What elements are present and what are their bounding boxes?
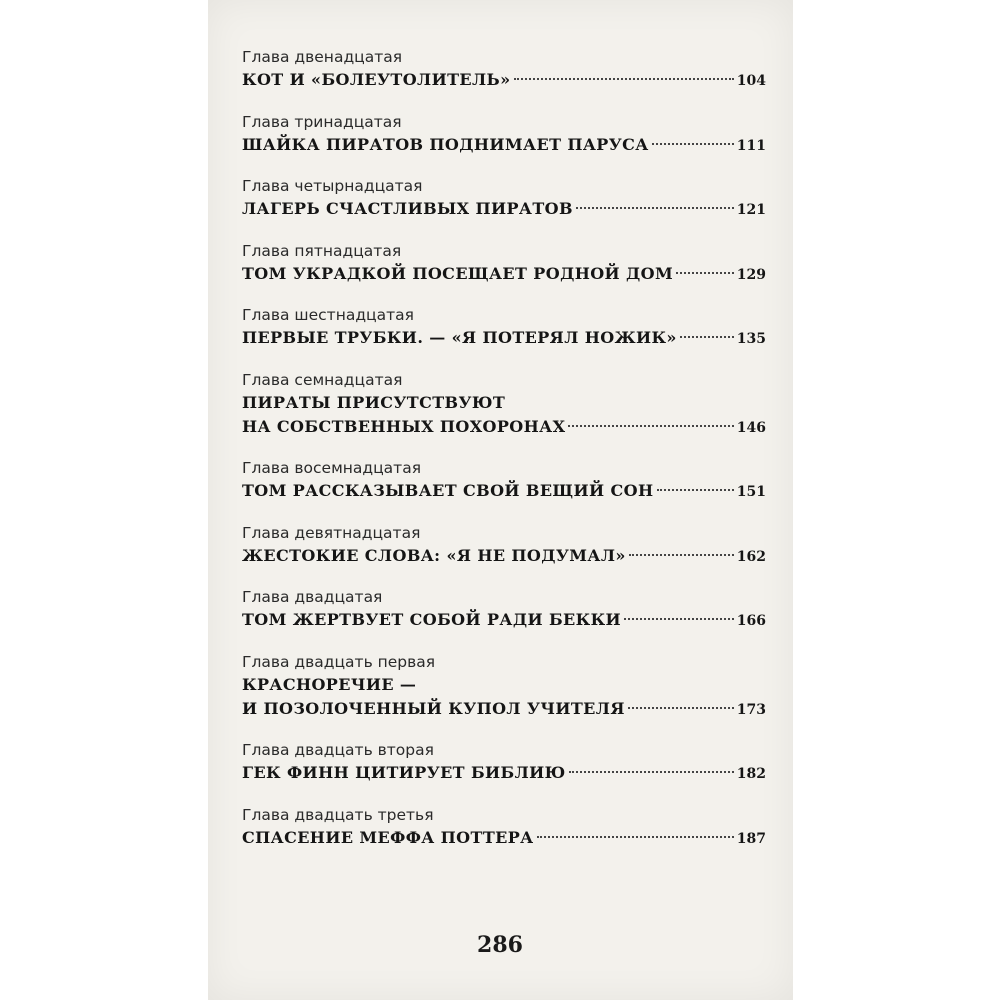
chapter-label: Глава шестнадцатая bbox=[242, 306, 414, 324]
chapter-page-number: 151 bbox=[736, 484, 766, 500]
chapter-title: СПАСЕНИЕ МЕФФА ПОТТЕРА bbox=[242, 827, 534, 847]
chapter-title-row bbox=[242, 544, 766, 569]
dot-leader bbox=[676, 272, 734, 274]
chapter-title: ЖЕСТОКИЕ СЛОВА: «Я НЕ ПОДУМАЛ» bbox=[242, 545, 626, 565]
chapter-page-number: 187 bbox=[736, 830, 766, 847]
toc-entry bbox=[242, 586, 766, 633]
chapter-label: Глава пятнадцатая bbox=[242, 241, 402, 260]
chapter-title: НА СОБСТВЕННЫХ ПОХОРОНАХ bbox=[242, 416, 566, 436]
chapter-label: Глава четырнадцатая bbox=[242, 177, 423, 195]
chapter-label: Глава девятнадцатая bbox=[242, 523, 421, 542]
chapter-page-number: 129 bbox=[736, 266, 766, 283]
chapter-title-row bbox=[242, 761, 766, 786]
chapter-title: ТОМ УКРАДКОЙ ПОСЕЩАЕТ РОДНОЙ ДОМ bbox=[242, 263, 674, 283]
toc-entry bbox=[242, 804, 766, 851]
chapter-page-number: 104 bbox=[736, 73, 766, 89]
dot-leader bbox=[569, 771, 734, 773]
chapter-title-row bbox=[242, 197, 766, 222]
chapter-page-number: 146 bbox=[736, 419, 766, 436]
chapter-title: ЛАГЕРЬ СЧАСТЛИВЫХ ПИРАТОВ bbox=[242, 199, 573, 218]
chapter-title-row bbox=[242, 479, 766, 504]
chapter-label: Глава тринадцатая bbox=[242, 112, 402, 131]
page-number: 286 bbox=[477, 932, 523, 958]
table-of-contents bbox=[242, 46, 766, 868]
dot-leader bbox=[628, 707, 734, 709]
toc-entry bbox=[242, 304, 766, 351]
chapter-title: И ПОЗОЛОЧЕННЫЙ КУПОЛ УЧИТЕЛЯ bbox=[242, 698, 625, 718]
chapter-label: Глава двадцать третья bbox=[242, 805, 434, 824]
chapter-title-row bbox=[242, 262, 766, 287]
chapter-title: ГЕК ФИНН ЦИТИРУЕТ БИБЛИЮ bbox=[242, 763, 566, 782]
dot-leader bbox=[568, 425, 733, 427]
chapter-page-number: 111 bbox=[736, 137, 766, 154]
toc-entry bbox=[242, 522, 766, 569]
toc-entry bbox=[242, 651, 766, 722]
chapter-title-row bbox=[242, 68, 766, 93]
toc-entry bbox=[242, 46, 766, 93]
chapter-title: ПЕРВЫЕ ТРУБКИ. — «Я ПОТЕРЯЛ НОЖИК» bbox=[242, 328, 677, 347]
chapter-title-row bbox=[242, 133, 766, 158]
chapter-page-number: 135 bbox=[736, 331, 766, 347]
dot-leader bbox=[537, 836, 734, 838]
dot-leader bbox=[514, 78, 734, 80]
dot-leader bbox=[680, 336, 734, 338]
toc-entry bbox=[242, 739, 766, 786]
chapter-label: Глава восемнадцатая bbox=[242, 459, 422, 477]
chapter-page-number: 173 bbox=[736, 701, 766, 718]
chapter-label: Глава двадцатая bbox=[242, 588, 383, 606]
toc-entry bbox=[242, 457, 766, 504]
dot-leader bbox=[652, 143, 734, 145]
chapter-page-number: 182 bbox=[736, 766, 766, 782]
dot-leader bbox=[624, 618, 734, 620]
chapter-label: Глава двадцать первая bbox=[242, 652, 436, 671]
dot-leader bbox=[657, 489, 734, 491]
chapter-page-number: 121 bbox=[736, 202, 766, 218]
chapter-title-row bbox=[242, 608, 766, 633]
chapter-title: ШАЙКА ПИРАТОВ ПОДНИМАЕТ ПАРУСА bbox=[242, 134, 649, 154]
chapter-title: ТОМ РАССКАЗЫВАЕТ СВОЙ ВЕЩИЙ СОН bbox=[242, 481, 654, 500]
chapter-title-row bbox=[242, 326, 766, 351]
chapter-title-row bbox=[242, 697, 766, 722]
chapter-title: ТОМ ЖЕРТВУЕТ СОБОЙ РАДИ БЕККИ bbox=[242, 610, 622, 629]
chapter-page-number: 166 bbox=[736, 613, 766, 629]
chapter-title-row bbox=[242, 826, 766, 851]
chapter-title-row bbox=[242, 415, 766, 440]
chapter-label: Глава двадцать вторая bbox=[242, 741, 434, 759]
dot-leader bbox=[629, 554, 734, 556]
toc-entry bbox=[242, 175, 766, 222]
chapter-page-number: 162 bbox=[736, 548, 766, 565]
chapter-title: КОТ И «БОЛЕУТОЛИТЕЛЬ» bbox=[242, 70, 511, 89]
chapter-label: Глава двенадцатая bbox=[242, 48, 403, 66]
toc-entry bbox=[242, 369, 766, 440]
chapter-title-line: ПИРАТЫ ПРИСУТСТВУЮТ bbox=[242, 392, 506, 412]
chapter-label: Глава семнадцатая bbox=[242, 370, 403, 389]
chapter-title-line: КРАСНОРЕЧИЕ — bbox=[242, 674, 417, 694]
toc-entry bbox=[242, 240, 766, 287]
toc-entry bbox=[242, 111, 766, 158]
dot-leader bbox=[576, 207, 734, 209]
